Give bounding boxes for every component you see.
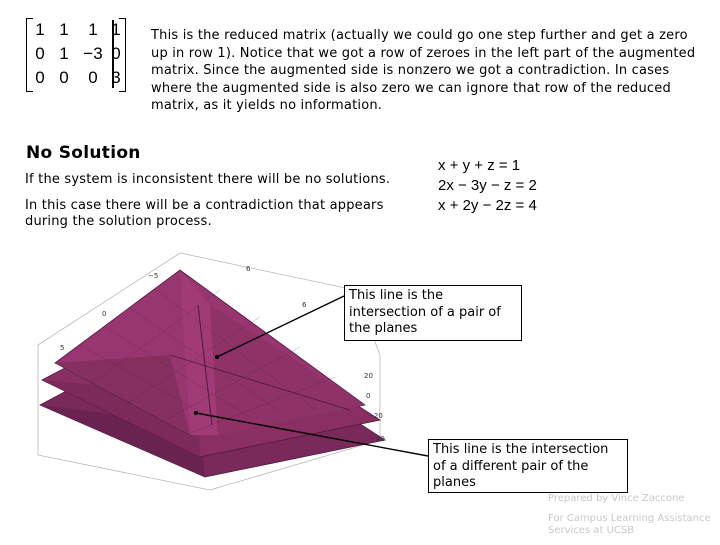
matrix-cell: 0 xyxy=(88,68,98,87)
matrix-cell: −3 xyxy=(83,44,103,63)
equation-2: 2x − 3y − z = 2 xyxy=(438,177,537,194)
matrix-cell: 0 xyxy=(59,68,69,87)
credits xyxy=(548,493,718,545)
axis-tick-label: 20 xyxy=(364,372,373,380)
axis-tick-label: 6 xyxy=(246,265,251,273)
axis-tick-label: 5 xyxy=(60,344,65,352)
pointer-dot-1 xyxy=(215,355,219,359)
axis-tick-label: 0 xyxy=(366,392,371,400)
axis-tick-label: −5 xyxy=(148,272,159,280)
matrix-cell: 0 xyxy=(111,44,121,63)
axis-tick-label: 0 xyxy=(102,310,107,318)
matrix-cell: 3 xyxy=(111,68,121,87)
inconsistent-paragraph: If the system is inconsistent there will be no solutions. xyxy=(25,172,391,187)
equation-1: x + y + z = 1 xyxy=(438,157,521,174)
matrix-cell: 1 xyxy=(59,20,69,39)
contradiction-paragraph: In this case there will be a contradiction that appears during the solution process. xyxy=(25,198,384,229)
callout-intersection-line-2: This line is the intersection of a different pair of the planes xyxy=(428,439,628,493)
axis-tick-label: −40 xyxy=(370,435,385,443)
matrix-cell: 1 xyxy=(35,20,45,39)
matrix-cell: 1 xyxy=(111,20,121,39)
section-title: No Solution xyxy=(26,143,141,163)
matrix-cell: 0 xyxy=(35,44,45,63)
equation-3: x + 2y − 2z = 4 xyxy=(438,197,537,214)
organization-text: For Campus Learning Assistance Services at UCSB xyxy=(548,512,711,536)
pointer-dot-2 xyxy=(194,411,198,415)
axis-tick-label: −20 xyxy=(368,412,383,420)
matrix-cell: 0 xyxy=(35,68,45,87)
callout-intersection-line-1: This line is the intersection of a pair of the planes xyxy=(344,285,522,341)
prepared-by-text: Prepared by Vince Zaccone xyxy=(548,493,685,504)
pointer-line-2 xyxy=(196,413,428,456)
matrix-explanation: This is the reduced matrix (actually we could go one step further and get a zero up in row 1). Notice that we got a row of zeroes in the left part of the augmented matrix. Since the augmented side is nonzero we got a contradiction. In cases where the augmented side is also zero we can ignore that row of the reduced matrix, as it yields no information. xyxy=(151,28,696,113)
matrix-cell: 1 xyxy=(59,44,69,63)
matrix-cell: 1 xyxy=(88,20,98,39)
axis-tick-label: 6 xyxy=(302,301,307,309)
pointer-line-1 xyxy=(217,296,344,357)
